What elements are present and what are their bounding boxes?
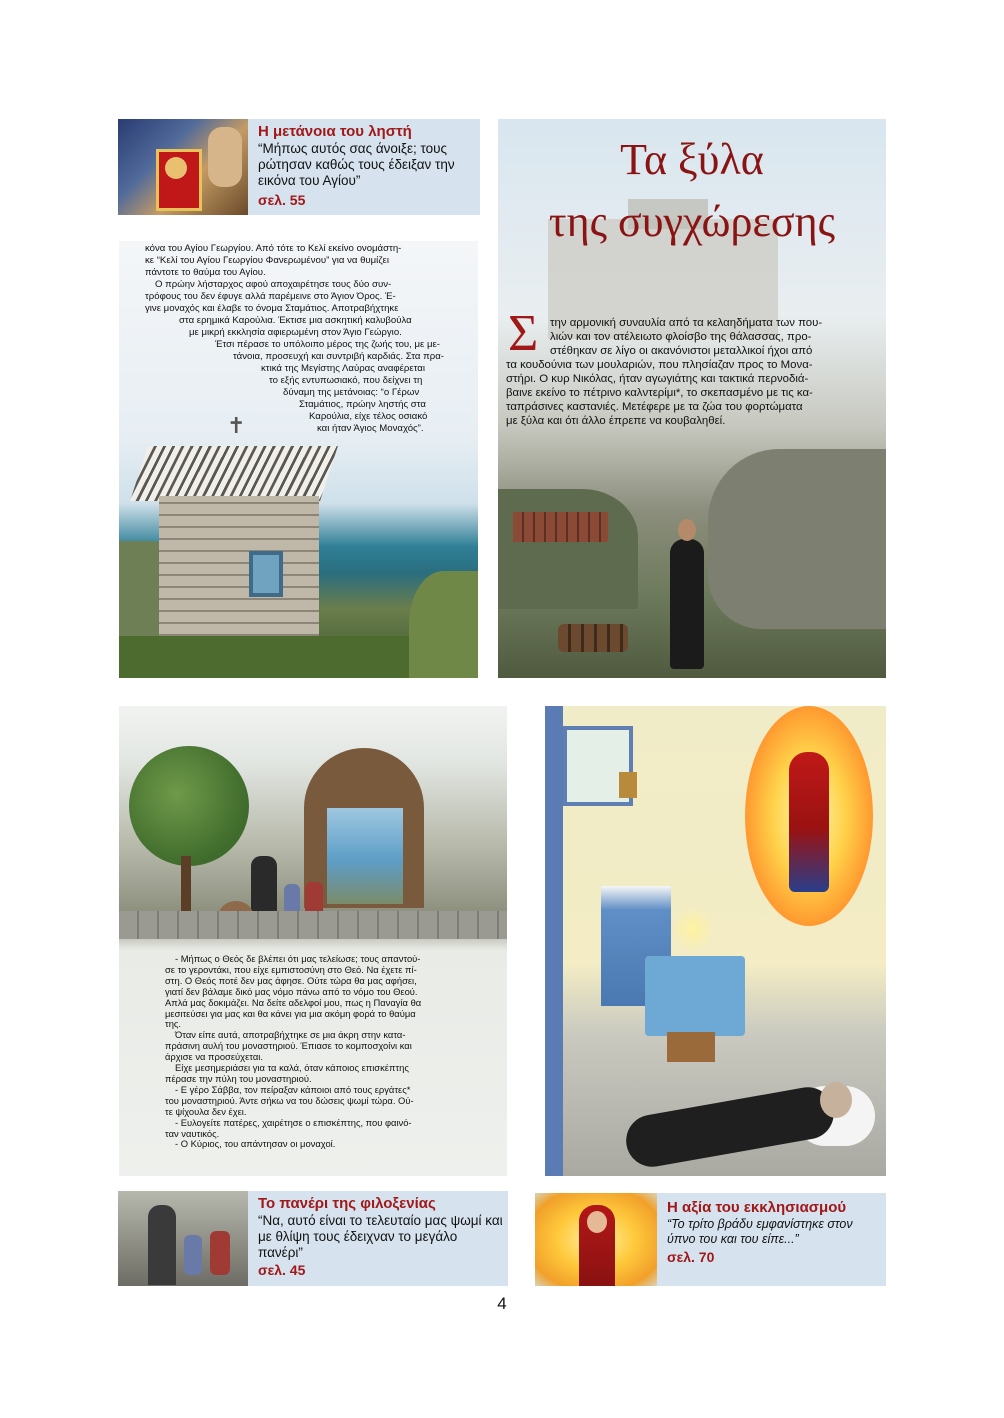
card-bottom-left[interactable] [118, 1191, 508, 1286]
bottom-left-text-block [165, 954, 495, 1150]
text-line: τε ψίχουλα δεν έχει. [165, 1105, 247, 1117]
text-line: Έτσι πέρασε το υπόλοιπο μέρος της ζωής του, με με- [215, 339, 440, 350]
card-page-ref[interactable]: σελ. 45 [258, 1262, 306, 1278]
text-line: μεσιτεύσει για μας και θα κάνει για μια ακόμη φορά το θαύμα [165, 1007, 416, 1019]
painting-monastery-gate [119, 706, 507, 1176]
painting-virgin-apparition [545, 706, 886, 1176]
feature-title-line1: Τα ξύλα [620, 135, 764, 184]
card-title: Η αξία του εκκλησιασμού [667, 1199, 847, 1216]
text-line: κτικά της Μεγίστης Λαύρας αναφέρεται [261, 363, 425, 374]
card-quote: “Μήπως αυτός σας άνοιξε; τους ρώτησαν καθώς τους έδειξαν την εικόνα του Αγίου” [258, 141, 455, 188]
text-line: βαινε εκείνο το πέτρινο καλντερίμι*, το σκεπασμένο με τις κα- [506, 387, 813, 399]
card-page-ref[interactable]: σελ. 55 [258, 192, 306, 208]
dropcap: Σ [508, 305, 539, 362]
card-thumbnail-saint-icon [118, 119, 248, 215]
text-line: Είχε μεσημεριάσει για τα καλά, όταν κάποιος επισκέπτης [175, 1062, 409, 1074]
text-line: τάνοια, προσευχή και συντριβή καρδιάς. Στα πρα- [233, 351, 444, 362]
text-line: την αρμονική συναυλία από τα κελαηδήματα των που- [550, 317, 823, 329]
text-line: με μικρή εκκλησία αφιερωμένη στον Άγιο Γεώργιο. [189, 327, 402, 338]
card-thumbnail-monk-children [118, 1191, 248, 1286]
text-line: - Μήπως ο Θεός δε βλέπει ότι μας τελείωσε; τους απαντού- [175, 953, 421, 964]
card-thumbnail-virgin [535, 1193, 657, 1286]
text-line: γιατί δεν βάλαμε δικό μας νόμο πάνω από το νόμο του Θεού. [165, 985, 418, 997]
text-line: Καρούλια, είχε τέλος οσιακό [309, 411, 428, 422]
chapel-window [249, 551, 283, 597]
cross-icon: ✝ [227, 413, 246, 438]
text-line: ταπράσινες καστανιές. Μετέφερε με τα ζώα του φορτώματα [506, 401, 803, 413]
text-line: Σταμάτιος, πρώην ληστής στα [299, 399, 426, 410]
text-line: λιών και τον ατέλειωτο φλοίσβο της θάλασσας, προ- [550, 331, 812, 343]
text-line: ταν ναυτικός. [165, 1127, 220, 1139]
text-line: το εξής εντυπωσιακό, που δείχνει τη [269, 375, 423, 386]
text-line: Ο πρώην λήσταρχος αφού αποχαιρέτησε τους δύο συν- [155, 279, 392, 290]
text-line: δύναμη της μετάνοιας: “ο Γέρων [283, 387, 420, 398]
text-line: κόνα του Αγίου Γεωργίου. Από τότε το Κελί εκείνο ονομάστη- [145, 243, 402, 254]
text-line: του μοναστηριού. Άντε σήκω να του δώσεις ψωμί τώρα. Ού- [165, 1094, 414, 1106]
text-line: - Ευλογείτε πατέρες, χαιρέτησε ο επισκέπτης, που φαινό- [175, 1116, 412, 1128]
text-line: στα ερημικά Καρούλια. Έκτισε μια ασκητική καλυβούλα [179, 315, 412, 326]
text-line: τα κουδούνια των μουλαριών, που πλησίαζαν προς το Μονα- [506, 359, 813, 371]
card-page-ref[interactable]: σελ. 70 [667, 1249, 715, 1265]
text-line: Όταν είπε αυτά, αποτραβήχτηκε σε μια άκρη στην κατα- [175, 1029, 406, 1041]
text-line: στήρι. Ο κυρ Νικόλας, ήταν αγωγιάτης και τακτικά περνοδιά- [506, 373, 809, 385]
candle-glow [673, 904, 713, 954]
text-line: στέθηκαν σε λίγο οι ακανόνιστοι μεταλλικοί ήχοι από [550, 345, 813, 357]
text-line: πέρασε την πύλη του μοναστηριού. [165, 1072, 312, 1084]
text-line: άρχισε να προσεύχεται. [165, 1051, 263, 1063]
text-line: γινε μοναχός και έλαβε το όνομα Σταμάτιος. Αποτραβήχτηκε [145, 303, 399, 314]
card-quote: “Να, αυτό είναι το τελευταίο μας ψωμί και με θλίψη τους έδειχναν το μεγάλο πανέρι” [258, 1213, 503, 1260]
feature-panel-monastery [498, 119, 886, 678]
text-line: πράσινη αυλή του μοναστηριού. Έπιασε το κομποσχοίνι και [165, 1040, 412, 1052]
page-number: 4 [497, 1294, 507, 1313]
text-line: και ήταν Άγιος Μοναχός”. [317, 423, 424, 434]
text-line: στη. Ο Θεός ποτέ δεν μας άφησε. Ούτε τώρα θα μας αφήσει, [165, 974, 417, 986]
wall-icon [619, 772, 637, 798]
card-top-left[interactable] [118, 119, 480, 215]
table [645, 956, 745, 1036]
card-bottom-right[interactable] [535, 1193, 886, 1286]
feature-title-line2: της συγχώρεσης [548, 197, 836, 246]
painting-chapel-by-sea [119, 241, 478, 678]
monk-figure [670, 539, 704, 669]
chapel-wall [159, 496, 319, 646]
stool [667, 1032, 715, 1062]
card-title: Το πανέρι της φιλοξενίας [258, 1195, 436, 1212]
sleeping-monk [622, 1083, 838, 1171]
gate-opening [327, 808, 403, 904]
text-line: τρόφους του δεν έφυγε αλλά παρέμεινε στο Άγιον Όρος. Έ- [145, 291, 396, 302]
card-title: Η μετάνοια του ληστή [258, 123, 412, 140]
text-line: - Ο Κύριος, του απάντησαν οι μοναχοί. [175, 1138, 336, 1150]
text-line: - Ε γέρο Σάββα, τον πείραξαν κάποιοι από τους εργάτες* [175, 1083, 411, 1095]
text-line: σε το γεροντάκι, που είχε εμπιστοσύνη στο Θεό. Να έχετε πί- [165, 963, 417, 975]
tree [129, 746, 249, 866]
text-line: κε “Κελί του Αγίου Γεωργίου Φανερωμένου” για να θυμίζει [145, 255, 389, 266]
text-line: πάντοτε το θαύμα του Αγίου. [145, 267, 266, 278]
virgin-figure [789, 752, 829, 892]
text-line: της. [165, 1018, 182, 1030]
text-line: Απλά μας δοκιμάζει. Να δείτε αδελφοί μου, πως η Παναγία θα [165, 996, 422, 1008]
card-quote: “Το τρίτο βράδυ εμφανίστηκε στον ύπνο του και του είπε...” [667, 1217, 853, 1246]
text-line: με ξύλα και ότι άλλο έπρεπε να κουβαληθεί. [506, 415, 726, 427]
chapel-roof [130, 446, 338, 501]
